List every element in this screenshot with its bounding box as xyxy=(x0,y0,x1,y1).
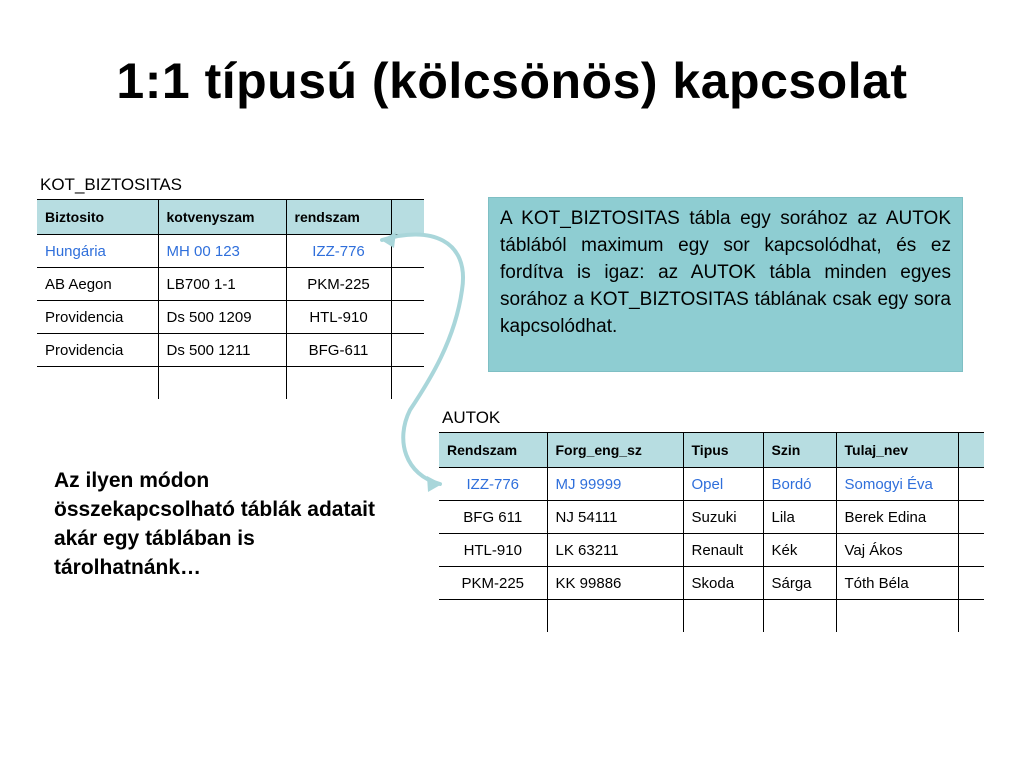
column-header: Forg_eng_sz xyxy=(547,433,683,468)
table-cell: BFG-611 xyxy=(286,334,391,367)
slide-title: 1:1 típusú (kölcsönös) kapcsolat xyxy=(116,53,908,109)
table-cell: Sárga xyxy=(763,567,836,600)
table-cell: Suzuki xyxy=(683,501,763,534)
table-cell: KK 99886 xyxy=(547,567,683,600)
table-cell: Berek Edina xyxy=(836,501,958,534)
table-cell: Tóth Béla xyxy=(836,567,958,600)
table-cell: IZZ-776 xyxy=(439,468,547,501)
table-cell: PKM-225 xyxy=(439,567,547,600)
column-header: rendszam xyxy=(286,200,391,235)
table-cell: Bordó xyxy=(763,468,836,501)
table-cell: LK 63211 xyxy=(547,534,683,567)
table-cell: Opel xyxy=(683,468,763,501)
info-box: A KOT_BIZTOSITAS tábla egy sorához az AUTOK táblából maximum egy sor kapcsolódhat, és ez fordítva is igaz: az AUTOK tábla minden egyes sorához a KOT_BIZTOSITAS táblának csak egy sora kapcsolódhat. xyxy=(488,197,963,372)
table-cell: Providencia xyxy=(37,301,158,334)
table-cell: Lila xyxy=(763,501,836,534)
table-cell: AB Aegon xyxy=(37,268,158,301)
table-cell: Vaj Ákos xyxy=(836,534,958,567)
column-header: Szin xyxy=(763,433,836,468)
table-cell: Somogyi Éva xyxy=(836,468,958,501)
table-cell: Ds 500 1209 xyxy=(158,301,286,334)
table-cell: Skoda xyxy=(683,567,763,600)
table-cell: MH 00 123 xyxy=(158,235,286,268)
table-cell: Ds 500 1211 xyxy=(158,334,286,367)
table-cell: MJ 99999 xyxy=(547,468,683,501)
relationship-arrow-path xyxy=(382,234,463,484)
table-cell: Kék xyxy=(763,534,836,567)
table-cell: IZZ-776 xyxy=(286,235,391,268)
arrowhead-icon xyxy=(427,476,442,492)
kot-biztositas-caption: KOT_BIZTOSITAS xyxy=(40,175,183,194)
table-cell: NJ 54111 xyxy=(547,501,683,534)
table-cell: Renault xyxy=(683,534,763,567)
column-header: Biztosito xyxy=(37,200,158,235)
column-header: kotvenyszam xyxy=(158,200,286,235)
arrowhead-icon xyxy=(381,232,396,248)
column-header: Tipus xyxy=(683,433,763,468)
autok-caption: AUTOK xyxy=(442,408,501,427)
table-cell: PKM-225 xyxy=(286,268,391,301)
column-header: Rendszam xyxy=(439,433,547,468)
note-text: Az ilyen módon összekapcsolható táblák adatait akár egy táblában is tárolhatnánk… xyxy=(54,469,375,579)
table-cell: LB700 1-1 xyxy=(158,268,286,301)
column-header: Tulaj_nev xyxy=(836,433,958,468)
table-cell: BFG 611 xyxy=(439,501,547,534)
table-cell: HTL-910 xyxy=(286,301,391,334)
table-cell: Providencia xyxy=(37,334,158,367)
table-cell: Hungária xyxy=(37,235,158,268)
table-cell: HTL-910 xyxy=(439,534,547,567)
